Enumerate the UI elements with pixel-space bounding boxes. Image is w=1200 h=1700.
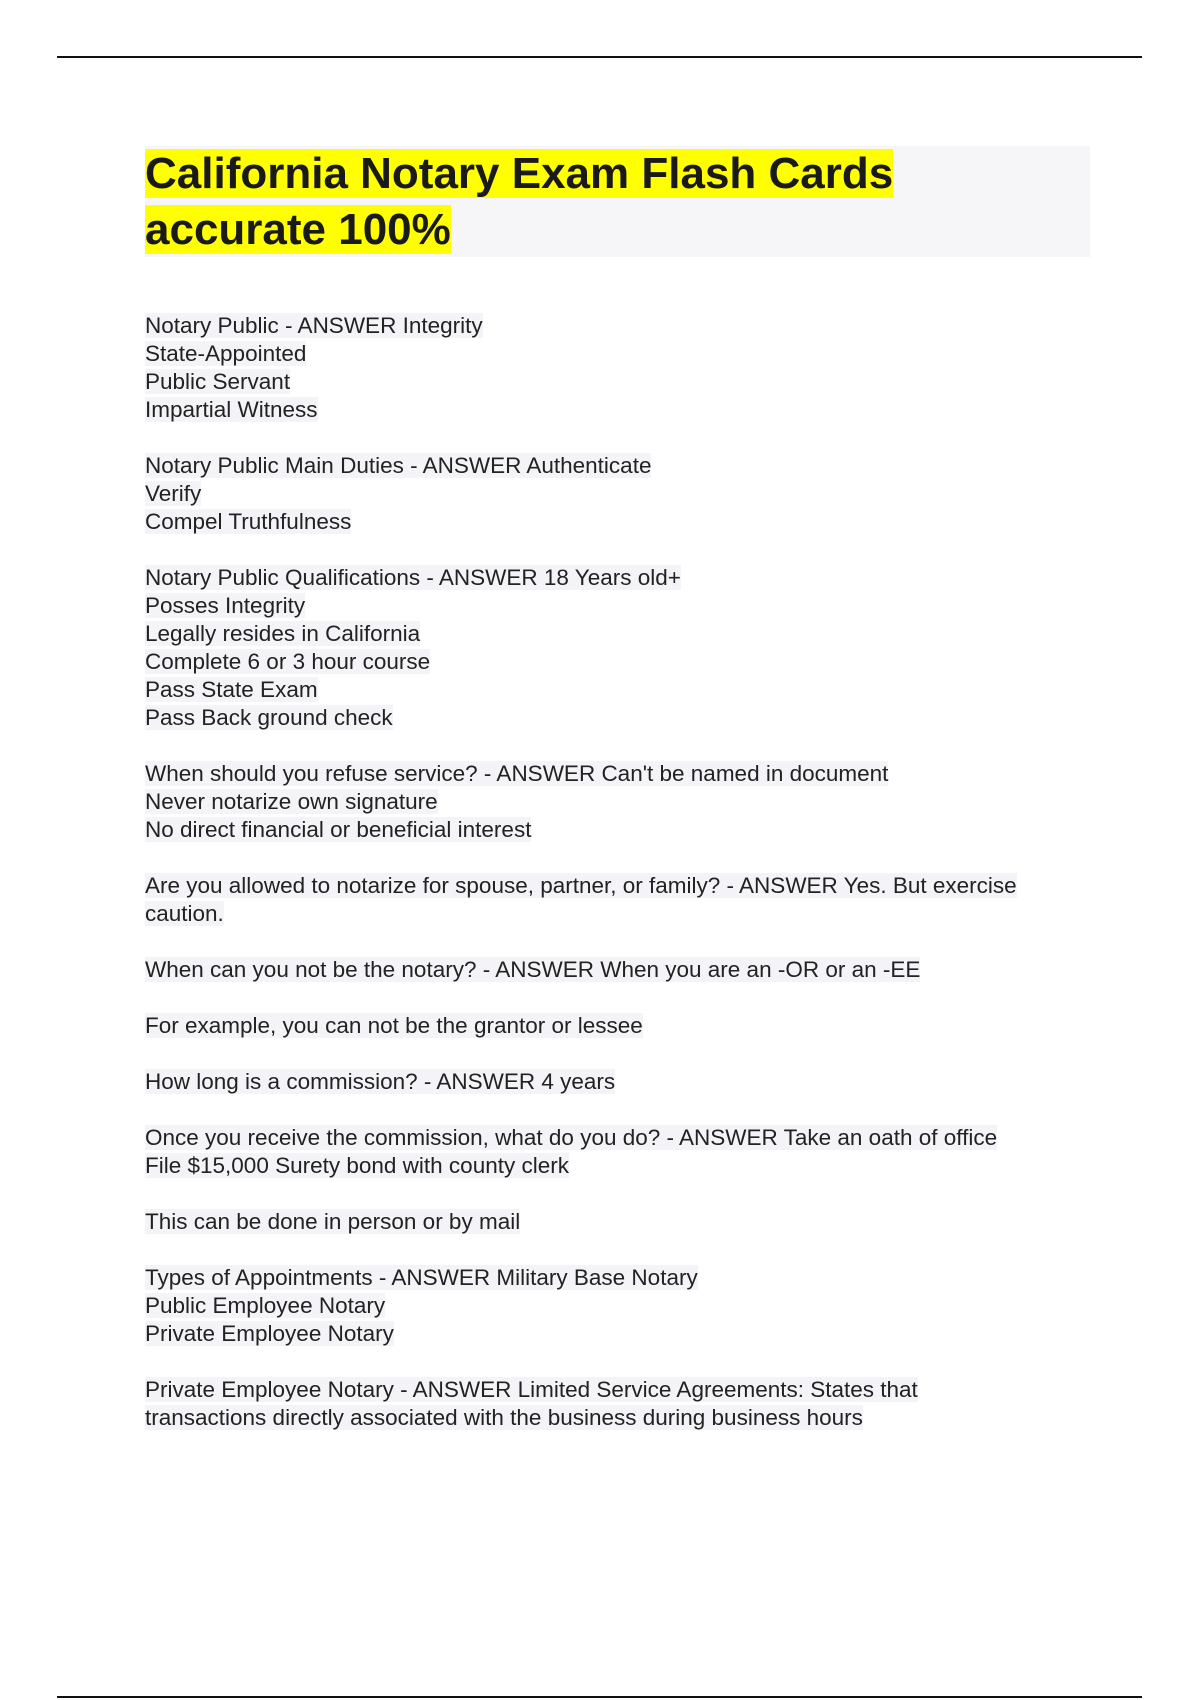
flash-card-answer-line (145, 788, 1095, 816)
flash-card-list (145, 312, 1095, 1460)
footer-rule (57, 1696, 1142, 1698)
document-title (145, 146, 1090, 258)
flash-card-answer-line (145, 648, 1095, 676)
flash-card-question (145, 1376, 1095, 1404)
flash-card-text: Pass Back ground check (145, 705, 393, 730)
flash-card-text: Types of Appointments - ANSWER Military Base Notary (145, 1265, 698, 1290)
flash-card-text: For example, you can not be the grantor or lessee (145, 1013, 643, 1038)
flash-card-answer-line (145, 1404, 1095, 1432)
flash-card-text: Notary Public - ANSWER Integrity (145, 313, 483, 338)
flash-card-answer-line (145, 508, 1095, 536)
flash-card-text: Posses Integrity (145, 593, 306, 618)
flash-card-text: When should you refuse service? - ANSWER Can't be named in document (145, 761, 889, 786)
flash-card-question (145, 956, 1095, 984)
flash-card-question (145, 564, 1095, 592)
header-rule (57, 56, 1142, 58)
flash-card-question (145, 872, 1095, 900)
flash-card (145, 452, 1095, 536)
flash-card-question (145, 1068, 1095, 1096)
flash-card (145, 312, 1095, 424)
title-block (145, 146, 1090, 257)
flash-card-question (145, 312, 1095, 340)
flash-card-answer-line (145, 816, 1095, 844)
flash-card (145, 872, 1095, 928)
flash-card (145, 1012, 1095, 1040)
flash-card-answer-line (145, 620, 1095, 648)
flash-card (145, 956, 1095, 984)
flash-card-text: Legally resides in California (145, 621, 421, 646)
flash-card-text: Private Employee Notary - ANSWER Limited Service Agreements: States that (145, 1377, 918, 1402)
flash-card-question (145, 760, 1095, 788)
flash-card (145, 1208, 1095, 1236)
flash-card-question (145, 1208, 1095, 1236)
flash-card-text: Notary Public Qualifications - ANSWER 18 Years old+ (145, 565, 681, 590)
flash-card-text: Notary Public Main Duties - ANSWER Authenticate (145, 453, 652, 478)
flash-card-answer-line (145, 900, 1095, 928)
flash-card-answer-line (145, 1320, 1095, 1348)
flash-card (145, 1376, 1095, 1432)
flash-card-text: State-Appointed (145, 341, 307, 366)
flash-card-text: Public Servant (145, 369, 291, 394)
flash-card-text: How long is a commission? - ANSWER 4 years (145, 1069, 616, 1094)
flash-card (145, 760, 1095, 844)
title-line-2: accurate 100% (145, 205, 451, 254)
flash-card-text: caution. (145, 901, 224, 926)
flash-card-text: Verify (145, 481, 202, 506)
flash-card-text: transactions directly associated with the business during business hours (145, 1405, 863, 1430)
flash-card-answer-line (145, 1292, 1095, 1320)
flash-card-question (145, 1124, 1095, 1152)
flash-card-text: Private Employee Notary (145, 1321, 394, 1346)
flash-card (145, 564, 1095, 732)
flash-card-text: Compel Truthfulness (145, 509, 352, 534)
title-line-1: California Notary Exam Flash Cards (145, 149, 894, 198)
flash-card-text: No direct financial or beneficial interest (145, 817, 532, 842)
flash-card-text: Are you allowed to notarize for spouse, partner, or family? - ANSWER Yes. But exercise (145, 873, 1017, 898)
flash-card-text: Complete 6 or 3 hour course (145, 649, 431, 674)
flash-card-text: When can you not be the notary? - ANSWER When you are an -OR or an -EE (145, 957, 921, 982)
flash-card-question (145, 1012, 1095, 1040)
flash-card-answer-line (145, 676, 1095, 704)
flash-card-text: Impartial Witness (145, 397, 318, 422)
flash-card-question (145, 452, 1095, 480)
flash-card-text: Pass State Exam (145, 677, 318, 702)
flash-card-text: Public Employee Notary (145, 1293, 386, 1318)
flash-card (145, 1124, 1095, 1180)
flash-card-text: File $15,000 Surety bond with county clerk (145, 1153, 569, 1178)
flash-card-answer-line (145, 592, 1095, 620)
flash-card-answer-line (145, 704, 1095, 732)
flash-card (145, 1264, 1095, 1348)
flash-card-question (145, 1264, 1095, 1292)
flash-card-answer-line (145, 340, 1095, 368)
flash-card-text: Once you receive the commission, what do you do? - ANSWER Take an oath of office (145, 1125, 998, 1150)
flash-card-answer-line (145, 480, 1095, 508)
flash-card-answer-line (145, 368, 1095, 396)
flash-card (145, 1068, 1095, 1096)
flash-card-answer-line (145, 1152, 1095, 1180)
flash-card-text: This can be done in person or by mail (145, 1209, 521, 1234)
flash-card-text: Never notarize own signature (145, 789, 438, 814)
flash-card-answer-line (145, 396, 1095, 424)
